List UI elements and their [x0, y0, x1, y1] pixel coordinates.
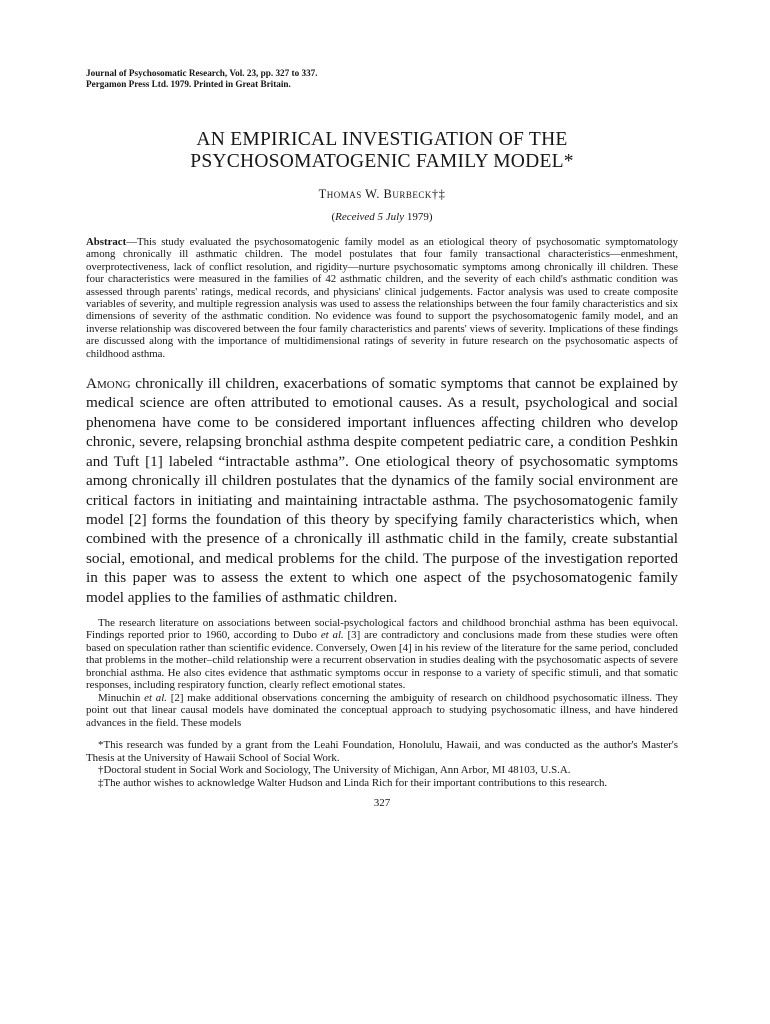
footnote-acknowledgement: ‡The author wishes to acknowledge Walter Hudson and Linda Rich for their important contributions to this research.: [98, 776, 608, 789]
footnotes: [86, 739, 678, 789]
minuchin-text-1: Minuchin: [98, 691, 145, 704]
journal-line-1: Journal of Psychosomatic Research, Vol. 23, pp. 327 to 337.: [86, 68, 318, 78]
title-line-2: PSYCHOSOMATOGENIC FAMILY MODEL*: [190, 151, 574, 172]
literature-text-2: [3] are contradictory and conclusions made from these studies were often based on speculation rather than scientific evidence. Conversely, Owen [4] in his review of the literature for the same period, concluded that problems in the mother–child relationship were a recurrent observation in studies dealing with the psychosomatic aspects of severe bronchial asthma. He also cites evidence that asthmatic symptoms occur in response to a variety of specific stimuli, and that somatic responses, including respiratory function, clearly reflect emotional states.: [86, 629, 678, 692]
minuchin-paragraph: [86, 692, 678, 730]
received-date: (Received 5 July 1979): [331, 211, 433, 223]
intro-text: chronically ill children, exacerbations of somatic symptoms that cannot be explained by medical science are often attributed to emotional causes. As a result, psychological and social phenomena have come to be considered important influences affecting children who develop chronic, severe, relapsing bronchial asthma despite competent pediatric care, a condition Peshkin and Tuft [1] labeled “intractable asthma”. One etiological theory of psychosomatic symptoms among chronically ill children postulates that the dynamics of the family social environment are critical factors in initiating and maintaining intractable asthma. The psychosomatogenic family model [2] forms the foundation of this theory by specifying family characteristics which, when combined with the presence of a chronically ill asthmatic child in the family, create substantial social, emotional, and medical problems for the child. The purpose of the investigation reported in this paper was to assess the extent to which one aspect of the psychosomatogenic family model applies to the families of asthmatic children.: [86, 375, 678, 606]
literature-text-1: The research literature on associations between social-psychological factors and childhood bronchial asthma has been equivocal. Findings reported prior to 1960, according to Dubo: [86, 616, 678, 642]
abstract-text: —This study evaluated the psychosomatogenic family model as an etiological theory of psychosomatic symptomatology among chronically ill asthmatic children. The model postulates that four family transactional characteristics—enmeshment, overprotectiveness, lack of conflict resolution, and rigidity—nurture psychosomatic symptoms among chronically ill children. These four characteristics were measured in the families of 42 asthmatic children, and the severity of each child's asthmatic condition was assessed through parents' ratings, medical records, and physicians' clinical judgements. Factor analysis was used to create composite variables of severity, and multiple regression analysis was used to assess the relationships between the four family characteristics and six dimensions of severity of the asthmatic condition. No evidence was found to support the psychosomatogenic family model, and an inverse relationship was discovered between the four family characteristics and parents' views of severity. Implications of these findings are discussed along with the importance of multidimensional ratings of severity in future research on the psychosomatic aspects of childhood asthma.: [86, 236, 678, 360]
literature-etal: et al.: [320, 629, 344, 642]
minuchin-text-2: [2] make additional observations concerning the ambiguity of research on childhood psychosomatic illness. They point out that linear causal models have dominated the conceptual approach to studying psychosomatic illness, and have hindered advances in the field. These models: [86, 691, 678, 729]
literature-paragraph: [86, 617, 678, 692]
article-title: [86, 129, 678, 173]
journal-page: [86, 68, 678, 809]
abstract: [86, 236, 678, 360]
intro-paragraph: [86, 374, 678, 607]
footnote-funding: *This research was funded by a grant from the Leahi Foundation, Honolulu, Hawaii, and was conducted as the author's Master's Thesis at the University of Hawaii School of Social Work.: [86, 739, 678, 764]
author-name: Thomas W. Burbeck†‡: [318, 187, 446, 201]
received-day-month: 5 July: [377, 211, 405, 223]
intro-lead-word: Among: [86, 375, 131, 393]
minuchin-etal: et al.: [144, 691, 167, 704]
abstract-label: Abstract: [86, 236, 127, 248]
journal-citation: [86, 68, 678, 90]
received-label: Received: [335, 211, 375, 223]
title-line-1: AN EMPIRICAL INVESTIGATION OF THE: [196, 129, 568, 150]
footnote-author-affiliation: †Doctoral student in Social Work and Sociology, The University of Michigan, Ann Arbor, MI 48103, U.S.A.: [98, 764, 571, 777]
page-number: 327: [373, 797, 391, 810]
journal-line-2: Pergamon Press Ltd. 1979. Printed in Great Britain.: [86, 79, 291, 89]
